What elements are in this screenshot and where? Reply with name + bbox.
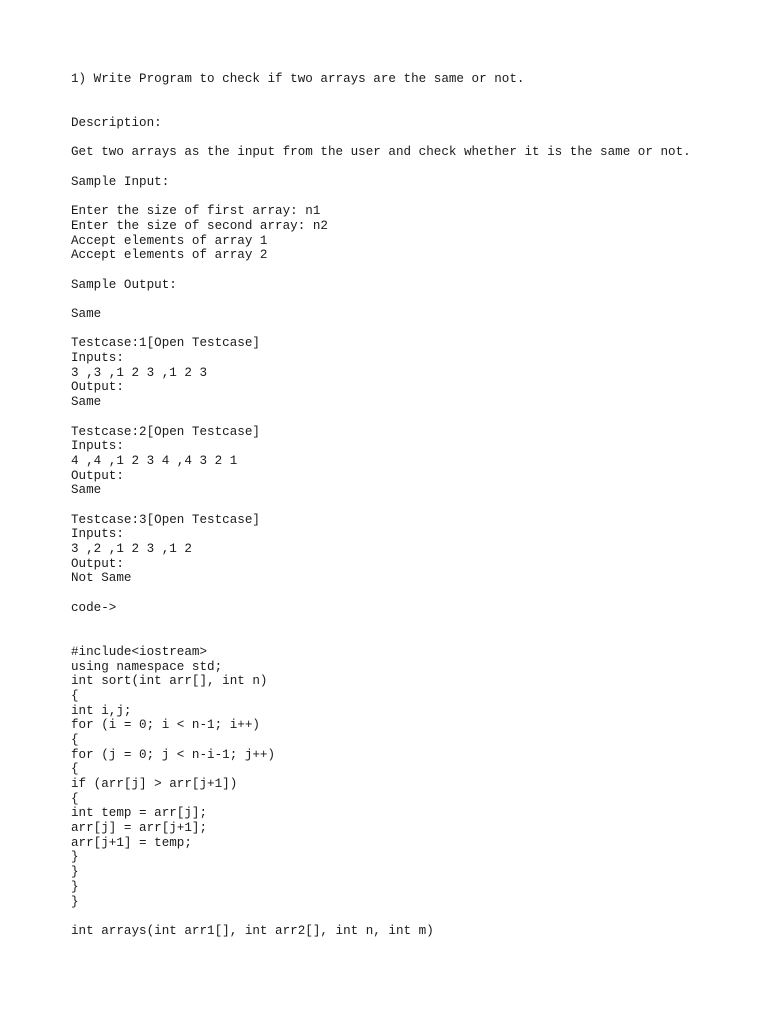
sample-input-line: Accept elements of array 2 xyxy=(71,248,268,263)
testcase-title: Testcase:2[Open Testcase] xyxy=(71,424,260,439)
question-title: 1) Write Program to check if two arrays are the same or not. xyxy=(71,72,525,86)
code-block xyxy=(71,645,751,939)
sample-input-line: Accept elements of array 1 xyxy=(71,233,268,248)
code-line: { xyxy=(71,791,79,806)
document-body xyxy=(71,72,751,939)
code-line: { xyxy=(71,762,79,777)
code-line: } xyxy=(71,879,79,894)
testcase-inputs-label: Inputs: xyxy=(71,351,124,366)
sample-output-heading: Sample Output: xyxy=(71,277,177,292)
testcase-inputs-label: Inputs: xyxy=(71,527,124,542)
code-line: for (i = 0; i < n-1; i++) xyxy=(71,718,260,733)
testcase-output: Not Same xyxy=(71,571,132,586)
code-line: int sort(int arr[], int n) xyxy=(71,674,268,689)
testcase xyxy=(71,513,751,586)
sample-input-line: Enter the size of second array: n2 xyxy=(71,218,328,233)
code-line: } xyxy=(71,865,79,880)
testcase-inputs-label: Inputs: xyxy=(71,439,124,454)
sample-input-heading: Sample Input: xyxy=(71,174,170,189)
testcase-output-label: Output: xyxy=(71,380,124,395)
code-line: using namespace std; xyxy=(71,659,223,674)
code-heading: code-> xyxy=(71,600,117,615)
code-line: #include<iostream> xyxy=(71,644,208,659)
testcase-inputs: 3 ,2 ,1 2 3 ,1 2 xyxy=(71,542,192,557)
testcase xyxy=(71,336,751,409)
description-heading: Description: xyxy=(71,116,162,131)
code-line: } xyxy=(71,850,79,865)
testcase-output: Same xyxy=(71,395,102,410)
testcase-inputs: 3 ,3 ,1 2 3 ,1 2 3 xyxy=(71,365,208,380)
code-line: { xyxy=(71,732,79,747)
sample-output-value: Same xyxy=(71,307,102,322)
description-text: Get two arrays as the input from the user and check whether it is the same or not. xyxy=(71,145,691,160)
code-line: int arrays(int arr1[], int arr2[], int n, int m) xyxy=(71,923,434,938)
testcase-output-label: Output: xyxy=(71,556,124,571)
code-line: arr[j+1] = temp; xyxy=(71,835,192,850)
testcase-output-label: Output: xyxy=(71,468,124,483)
sample-input-line: Enter the size of first array: n1 xyxy=(71,204,321,219)
code-line: } xyxy=(71,894,79,909)
code-line: arr[j] = arr[j+1]; xyxy=(71,821,208,836)
testcase-inputs: 4 ,4 ,1 2 3 4 ,4 3 2 1 xyxy=(71,453,238,468)
code-line: int temp = arr[j]; xyxy=(71,806,208,821)
code-line: { xyxy=(71,688,79,703)
testcase-title: Testcase:3[Open Testcase] xyxy=(71,512,260,527)
code-line: for (j = 0; j < n-i-1; j++) xyxy=(71,747,276,762)
testcase-output: Same xyxy=(71,483,102,498)
testcase-title: Testcase:1[Open Testcase] xyxy=(71,336,260,351)
testcase xyxy=(71,425,751,498)
code-line: if (arr[j] > arr[j+1]) xyxy=(71,777,238,792)
code-line: int i,j; xyxy=(71,703,132,718)
